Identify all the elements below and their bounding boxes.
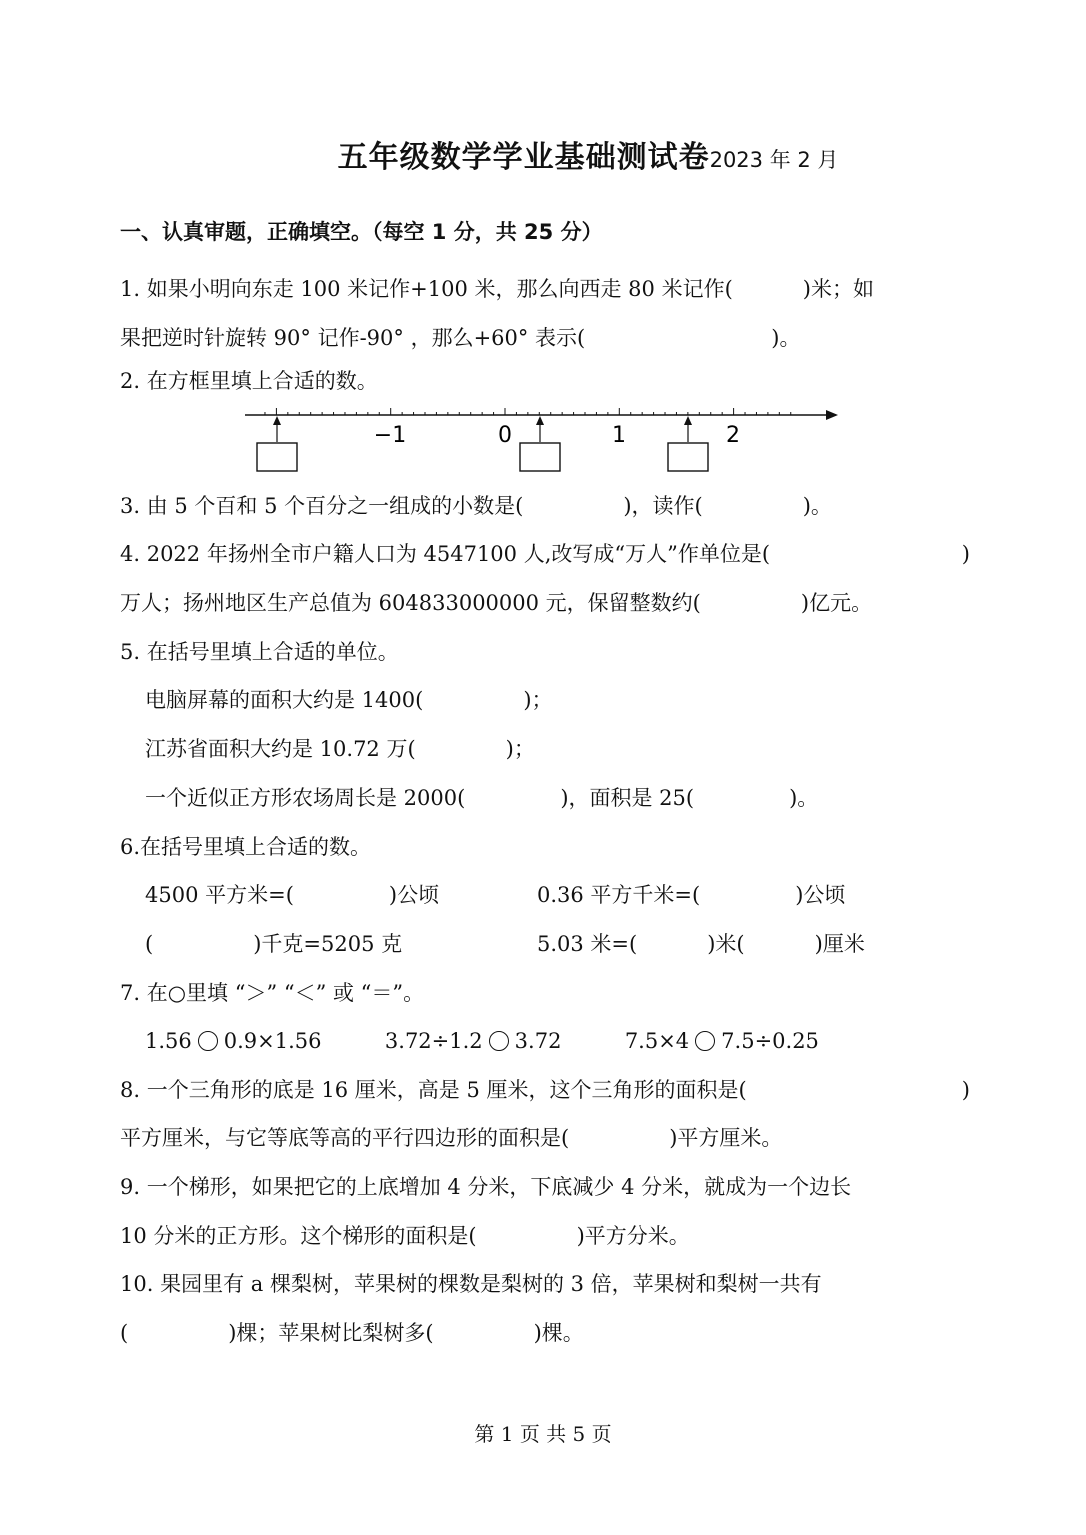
question-6-row-1: 4500 平方米=( )公顷 0.36 平方千米=( )公顷 bbox=[145, 883, 846, 907]
question-9-line-2: 10 分米的正方形。这个梯形的面积是( )平方分米。 bbox=[120, 1224, 690, 1248]
question-8-line-2: 平方厘米，与它等底等高的平行四边形的面积是( )平方厘米。 bbox=[120, 1126, 783, 1150]
answer-box[interactable] bbox=[668, 443, 708, 471]
question-10-line-2: ( )棵；苹果树比梨树多( )棵。 bbox=[120, 1321, 584, 1345]
question-9-line-1: 9. 一个梯形，如果把它的上底增加 4 分米，下底减少 4 分米，就成为一个边长 bbox=[120, 1175, 852, 1199]
question-8-line-1: 8. 一个三角形的底是 16 厘米，高是 5 厘米，这个三角形的面积是( ) bbox=[120, 1078, 970, 1102]
question-5-text: 5. 在括号里填上合适的单位。 bbox=[120, 640, 399, 664]
question-3: 3. 由 5 个百和 5 个百分之一组成的小数是( )，读作( )。 bbox=[120, 494, 832, 518]
question-5-item-3: 一个近似正方形农场周长是 2000( )，面积是 25( )。 bbox=[145, 786, 819, 810]
tick-label: 1 bbox=[612, 423, 626, 448]
question-7-text: 7. 在○里填 “＞” “＜” 或 “＝”。 bbox=[120, 981, 425, 1005]
exam-title: 五年级数学学业基础测试卷 bbox=[337, 140, 710, 175]
answer-box[interactable] bbox=[520, 443, 560, 471]
question-2-text: 2. 在方框里填上合适的数。 bbox=[120, 369, 378, 393]
number-line-figure bbox=[240, 398, 840, 476]
question-1-line-1: 1. 如果小明向东走 100 米记作+100 米，那么向西走 80 米记作( )米；如 bbox=[120, 277, 874, 301]
comparison-circle[interactable] bbox=[489, 1031, 509, 1051]
tick-label: 2 bbox=[726, 423, 740, 448]
comparison-circle[interactable] bbox=[695, 1031, 715, 1051]
question-6-text: 6.在括号里填上合适的数。 bbox=[120, 835, 372, 859]
question-4-line-1: 4. 2022 年扬州全市户籍人口为 4547100 人,改写成“万人”作单位是( ) bbox=[120, 542, 970, 566]
up-arrow-icon bbox=[536, 416, 544, 425]
page-footer: 第 1 页 共 5 页 bbox=[474, 1422, 612, 1446]
question-5-item-2: 江苏省面积大约是 10.72 万( )； bbox=[145, 737, 535, 761]
answer-box[interactable] bbox=[257, 443, 297, 471]
exam-date: 2023 年 2 月 bbox=[709, 148, 839, 172]
question-1-line-2: 果把逆时针旋转 90° 记作-90° ，那么+60° 表示( )。 bbox=[120, 326, 801, 350]
comparison-circle[interactable] bbox=[198, 1031, 218, 1051]
question-4-line-2: 万人；扬州地区生产总值为 604833000000 元，保留整数约( )亿元。 bbox=[120, 591, 873, 615]
up-arrow-icon bbox=[684, 416, 692, 425]
tick-label: 0 bbox=[498, 423, 512, 448]
question-5-item-1: 电脑屏幕的面积大约是 1400( )； bbox=[145, 688, 553, 712]
arrow-head-icon bbox=[826, 410, 838, 420]
question-7-expressions: 1.56 0.9×1.56 3.72÷1.2 3.72 7.5×4 7.5÷0.25 bbox=[145, 1029, 819, 1053]
page-title bbox=[0, 132, 1086, 176]
up-arrow-icon bbox=[273, 416, 281, 425]
question-10-line-1: 10. 果园里有 a 棵梨树，苹果树的棵数是梨树的 3 倍，苹果树和梨树一共有 bbox=[120, 1272, 822, 1296]
section-heading: 一、认真审题，正确填空。（每空 1 分，共 25 分） bbox=[120, 220, 603, 244]
question-6-row-2: ( )千克=5205 克 5.03 米=( )米( )厘米 bbox=[145, 932, 865, 956]
tick-label: −1 bbox=[373, 423, 407, 448]
